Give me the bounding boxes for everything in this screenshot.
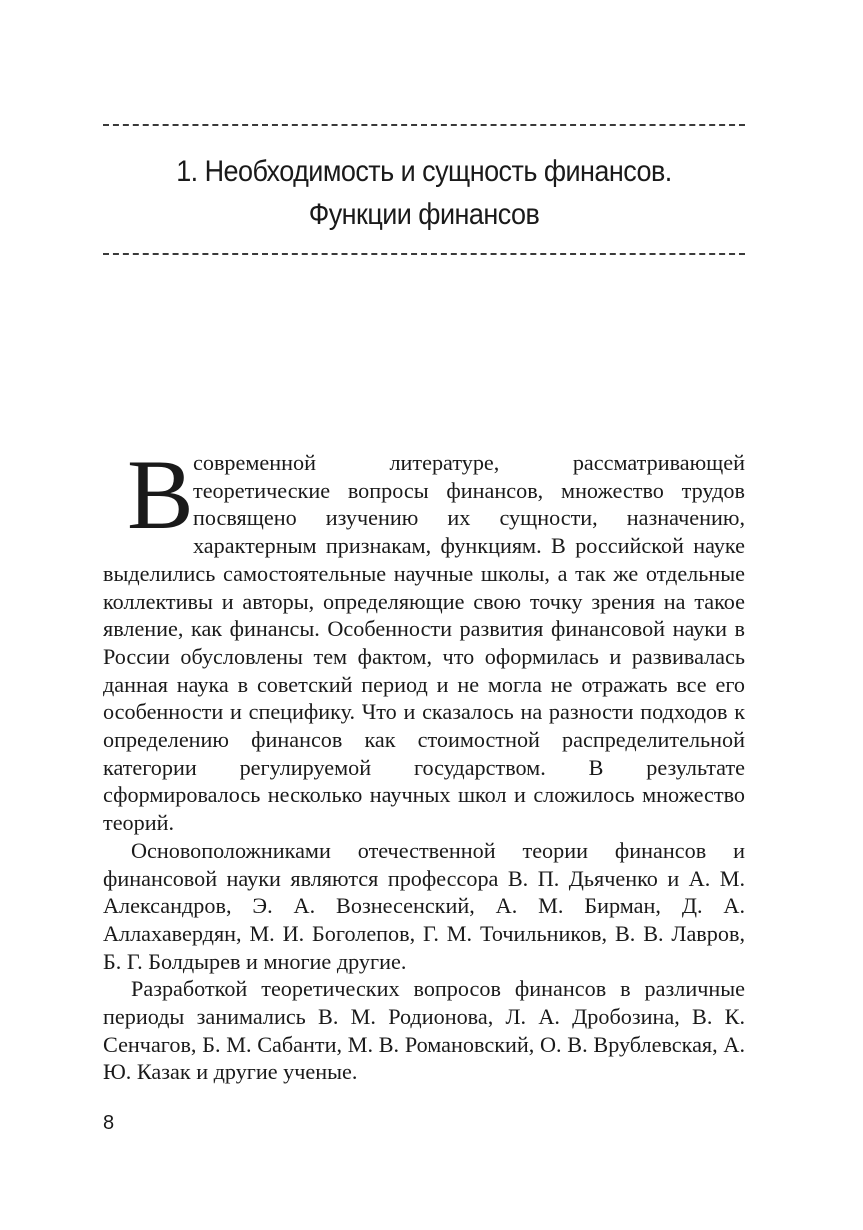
paragraph-1 <box>103 439 745 837</box>
title-top-dashed-rule <box>103 124 745 126</box>
drop-cap: В <box>127 439 194 550</box>
body-text <box>103 439 745 1086</box>
paragraph-1-text: современной литературе, рассматривающей теоретические вопросы финансов, множество трудов посвящено изучению их сущности, назначению, характерным признакам, функциям. В российской науке выделились самостоятельные научные школы, а так же отдельные коллективы и авторы, определяющие свою точку зрения на такое явление, как финансы. Особенности развития финансовой науки в России обусловлены тем фактом, что оформилась и развивалась данная наука в советский период и не могла не отражать все его особенности и специфику. Что и сказалось на разности подходов к определению финансов как стоимостной распределительной категории регулируемой государством. В результате сформировалось несколько научных школ и сложилось множество теорий. <box>103 450 745 836</box>
page-number: 8 <box>103 1112 115 1134</box>
paragraph-2: Основоположниками отечественной теории финансов и финансовой науки являются профессора В. П. Дьяченко и А. М. Александров, Э. А. Вознесенский, А. М. Бирман, Д. А. Аллахавердян, М. И. Боголепов, Г. М. Точильников, В. В. Лавров, Б. Г. Болдырев и многие другие. <box>103 837 745 974</box>
chapter-title-line-1: 1. Необходимость и сущность финансов. <box>176 155 672 188</box>
chapter-title-line-2: Функции финансов <box>308 198 540 231</box>
paragraph-3: Разработкой теоретических вопросов финансов в различные периоды занимались В. М. Родионова, Л. А. Дробозина, В. К. Сенчагов, Б. М. Сабанти, М. В. Романовский, О. В. Врублевская, А. Ю. Казак и другие ученые. <box>103 976 745 1085</box>
title-bottom-dashed-rule <box>103 253 745 255</box>
chapter-title <box>135 150 713 236</box>
